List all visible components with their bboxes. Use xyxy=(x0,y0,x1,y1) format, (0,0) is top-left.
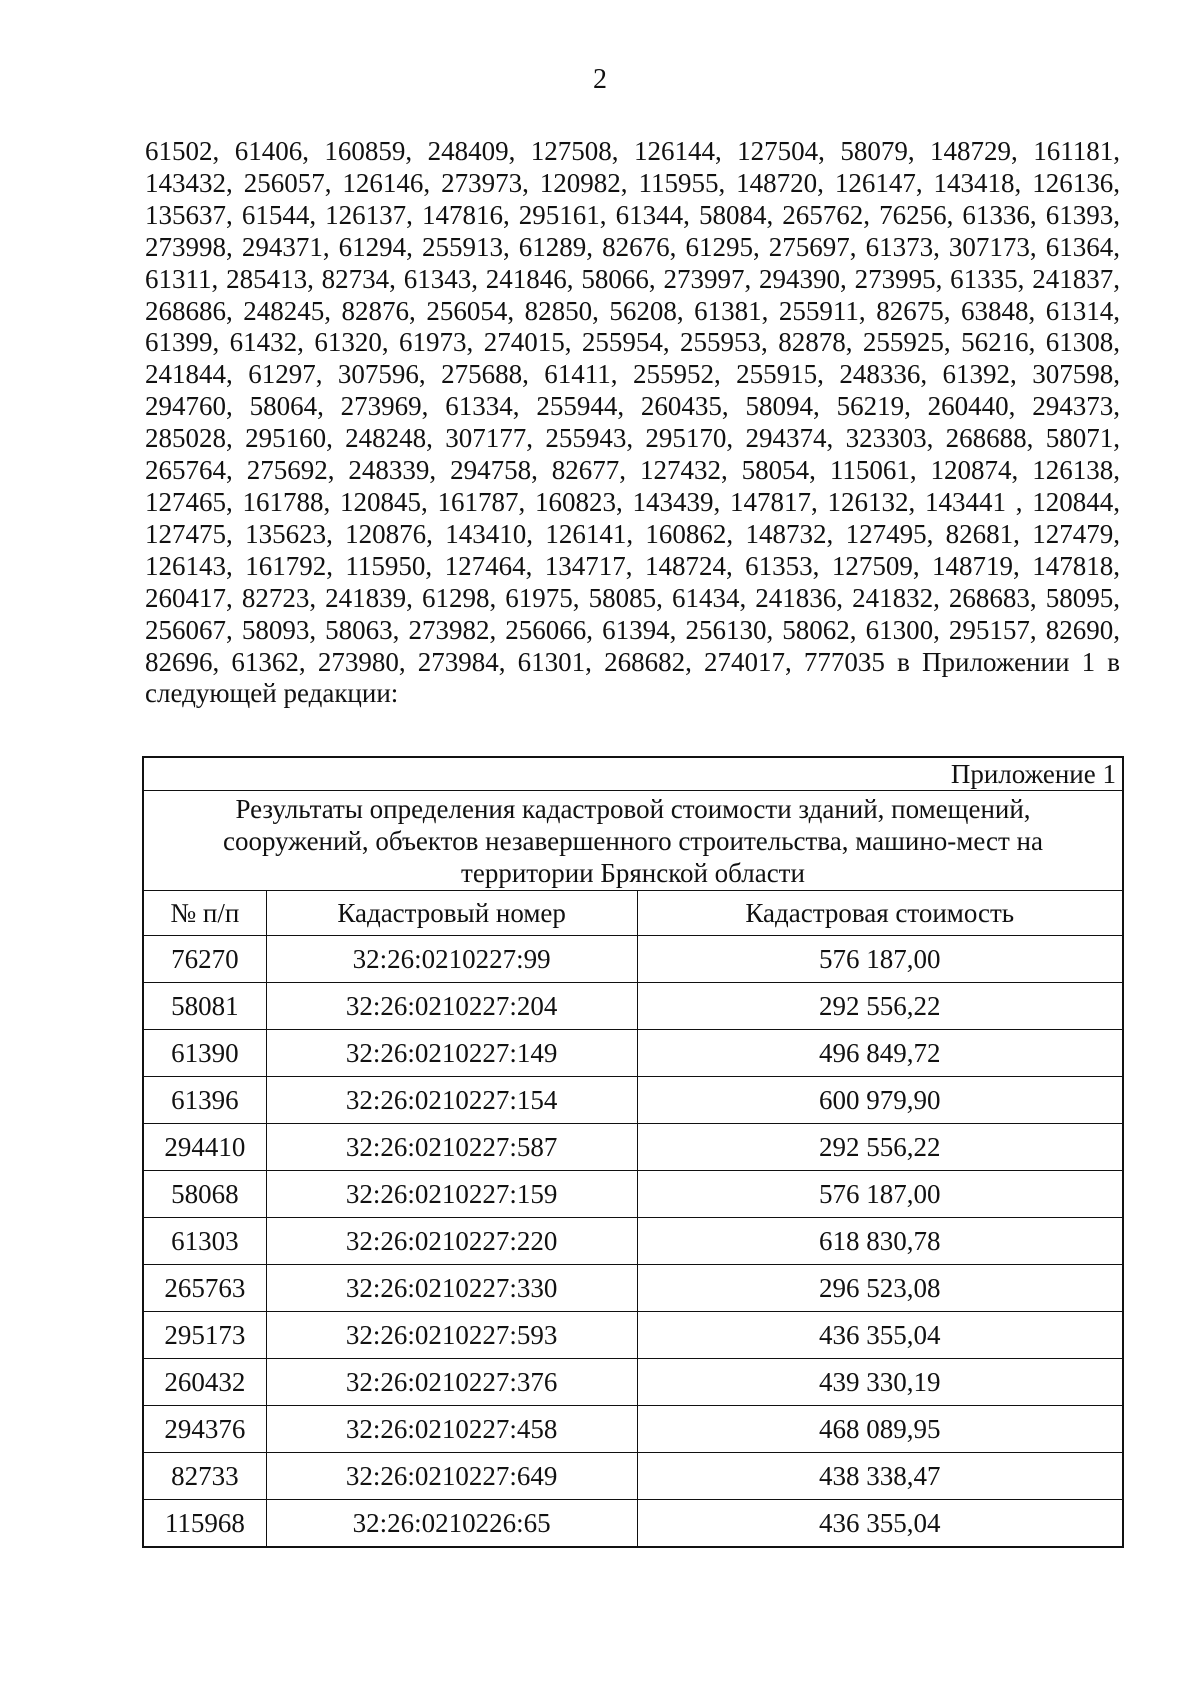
cell-cadastral-value: 618 830,78 xyxy=(637,1218,1123,1265)
cell-cadastral-value: 292 556,22 xyxy=(637,1124,1123,1171)
cell-cadastral-number: 32:26:0210227:154 xyxy=(266,1077,637,1124)
cell-cadastral-number: 32:26:0210227:204 xyxy=(266,983,637,1030)
cell-cadastral-value: 600 979,90 xyxy=(637,1077,1123,1124)
appendix-table xyxy=(142,756,1124,1548)
table-row xyxy=(143,1312,1123,1359)
cell-row-number: 260432 xyxy=(143,1359,266,1406)
cell-cadastral-number: 32:26:0210227:149 xyxy=(266,1030,637,1077)
cell-cadastral-value: 576 187,00 xyxy=(637,1171,1123,1218)
cell-cadastral-number: 32:26:0210227:587 xyxy=(266,1124,637,1171)
cell-row-number: 294376 xyxy=(143,1406,266,1453)
column-header-row xyxy=(143,891,1123,936)
cell-cadastral-value: 439 330,19 xyxy=(637,1359,1123,1406)
body-paragraph: 61502, 61406, 160859, 248409, 127508, 126144, 127504, 58079, 148729, 161181, 143432, 256057, 126146, 273973, 120982, 115955, 148720, 126147, 143418, 126136, 135637, 61544, 126137, 147816, 295161, 61344, 58084, 265762, 76256, 61336, 61393, 273998, 294371, 61294, 255913, 61289, 82676, 61295, 275697, 61373, 307173, 61364, 61311, 285413, 82734, 61343, 241846, 58066, 273997, 294390, 273995, 61335, 241837, 268686, 248245, 82876, 256054, 82850, 56208, 61381, 255911, 82675, 63848, 61314, 61399, 61432, 61320, 61973, 274015, 255954, 255953, 82878, 255925, 56216, 61308, 241844, 61297, 307596, 275688, 61411, 255952, 255915, 248336, 61392, 307598, 294760, 58064, 273969, 61334, 255944, 260435, 58094, 56219, 260440, 294373, 285028, 295160, 248248, 307177, 255943, 295170, 294374, 323303, 268688, 58071, 265764, 275692, 248339, 294758, 82677, 127432, 58054, 115061, 120874, 126138, 127465, 161788, 120845, 161787, 160823, 143439, 147817, 126132, 143441 , 120844, 127475, 135623, 120876, 143410, 126141, 160862, 148732, 127495, 82681, 127479, 126143, 161792, 115950, 127464, 134717, 148724, 61353, 127509, 148719, 147818, 260417, 82723, 241839, 61298, 61975, 58085, 61434, 241836, 241832, 268683, 58095, 256067, 58093, 58063, 273982, 256066, 61394, 256130, 58062, 61300, 295157, 82690, 82696, 61362, 273980, 273984, 61301, 268682, 274017, 777035 в Приложении 1 в следующей редакции: xyxy=(145,136,1120,709)
cell-cadastral-value: 436 355,04 xyxy=(637,1312,1123,1359)
cell-cadastral-number: 32:26:0210227:99 xyxy=(266,936,637,983)
cell-row-number: 61303 xyxy=(143,1218,266,1265)
table-row xyxy=(143,1500,1123,1548)
table-row xyxy=(143,983,1123,1030)
cell-cadastral-number: 32:26:0210227:376 xyxy=(266,1359,637,1406)
cell-row-number: 61390 xyxy=(143,1030,266,1077)
cell-row-number: 76270 xyxy=(143,936,266,983)
page-number: 2 xyxy=(593,64,607,95)
table-row xyxy=(143,936,1123,983)
cell-cadastral-number: 32:26:0210227:159 xyxy=(266,1171,637,1218)
column-header-cadastral-value: Кадастровая стоимость xyxy=(637,891,1123,936)
cell-row-number: 115968 xyxy=(143,1500,266,1548)
table-row xyxy=(143,1171,1123,1218)
cell-row-number: 265763 xyxy=(143,1265,266,1312)
cell-cadastral-value: 292 556,22 xyxy=(637,983,1123,1030)
cell-cadastral-number: 32:26:0210227:649 xyxy=(266,1453,637,1500)
table-row xyxy=(143,1218,1123,1265)
table-row xyxy=(143,1453,1123,1500)
table-row xyxy=(143,1030,1123,1077)
cell-cadastral-number: 32:26:0210227:593 xyxy=(266,1312,637,1359)
cell-cadastral-value: 296 523,08 xyxy=(637,1265,1123,1312)
appendix-label: Приложение 1 xyxy=(143,757,1123,791)
cell-cadastral-number: 32:26:0210227:220 xyxy=(266,1218,637,1265)
cell-cadastral-value: 468 089,95 xyxy=(637,1406,1123,1453)
cell-row-number: 61396 xyxy=(143,1077,266,1124)
table-row xyxy=(143,1359,1123,1406)
cell-cadastral-value: 436 355,04 xyxy=(637,1500,1123,1548)
cell-cadastral-number: 32:26:0210226:65 xyxy=(266,1500,637,1548)
table-row xyxy=(143,1265,1123,1312)
cell-cadastral-number: 32:26:0210227:330 xyxy=(266,1265,637,1312)
table-row xyxy=(143,1077,1123,1124)
cell-row-number: 82733 xyxy=(143,1453,266,1500)
cell-cadastral-value: 496 849,72 xyxy=(637,1030,1123,1077)
cell-row-number: 58068 xyxy=(143,1171,266,1218)
cell-cadastral-number: 32:26:0210227:458 xyxy=(266,1406,637,1453)
column-header-number: № п/п xyxy=(143,891,266,936)
cell-cadastral-value: 576 187,00 xyxy=(637,936,1123,983)
table-row xyxy=(143,1124,1123,1171)
column-header-cadastral-number: Кадастровый номер xyxy=(266,891,637,936)
appendix-title: Результаты определения кадастровой стоимости зданий, помещений, сооружений, объектов незавершенного строительства, машино-мест на территории Брянской области xyxy=(143,791,1123,891)
cell-row-number: 294410 xyxy=(143,1124,266,1171)
table-row xyxy=(143,1406,1123,1453)
cell-cadastral-value: 438 338,47 xyxy=(637,1453,1123,1500)
cell-row-number: 295173 xyxy=(143,1312,266,1359)
cell-row-number: 58081 xyxy=(143,983,266,1030)
